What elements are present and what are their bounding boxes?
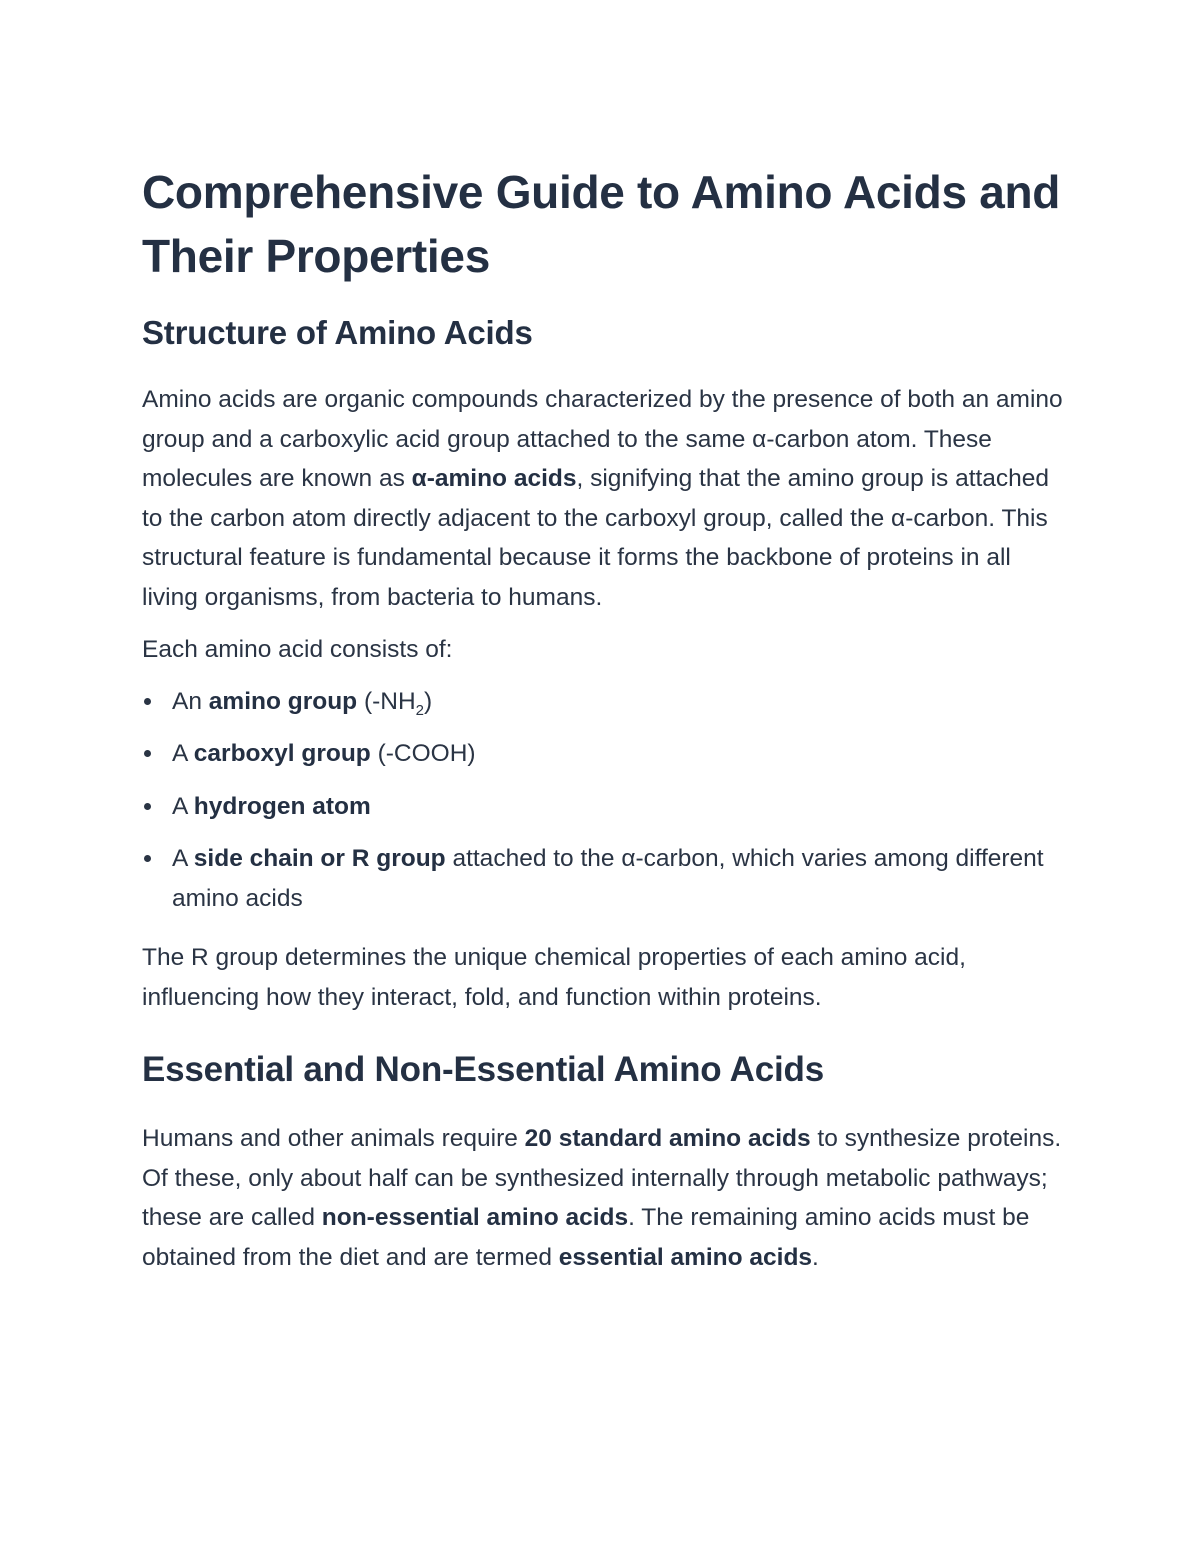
text-run: Humans and other animals require: [142, 1125, 525, 1152]
text-run: (-COOH): [370, 740, 476, 767]
text-run: (-NH: [357, 687, 416, 715]
text-run: A: [172, 845, 194, 872]
bullet-icon: [144, 750, 151, 757]
text-run: attached to the α-carbon, which varies among different amino acids: [172, 845, 1044, 912]
bold-term: side chain or R group: [193, 845, 446, 872]
bold-term: non-essential amino acids: [321, 1204, 629, 1231]
subscript: 2: [415, 701, 424, 719]
list-intro: Each amino acid consists of:: [142, 636, 453, 663]
bold-term: carboxyl group: [193, 740, 371, 767]
component-list: [142, 682, 1067, 919]
text-run: to synthesize proteins. Of these, only about half can be synthesized internally through metabolic pathways; these are called: [142, 1125, 1062, 1231]
bold-term: α-amino acids: [411, 465, 577, 492]
bullet-icon: [144, 698, 151, 705]
list-item: [142, 682, 1067, 722]
list-item: [142, 734, 1067, 774]
bold-term: amino group: [208, 687, 358, 715]
bold-term: 20 standard amino acids: [524, 1125, 811, 1152]
text-run: An: [172, 687, 209, 715]
text-run: A: [172, 740, 194, 767]
bold-term: hydrogen atom: [193, 792, 371, 820]
text-run: . The remaining amino acids must be obtained from the diet and are termed: [142, 1204, 1030, 1271]
section-heading-structure: Structure of Amino Acids: [142, 314, 533, 351]
text-run: .: [812, 1243, 819, 1271]
document-page: [142, 160, 1067, 1277]
text-run: Amino acids are organic compounds characterized by the presence of both an amino group and a carboxylic acid group attached to the same α-carbon atom. These molecules are known as: [142, 386, 1063, 492]
bullet-icon: [144, 855, 151, 862]
document-title: Comprehensive Guide to Amino Acids and Their Properties: [142, 166, 1061, 282]
bullet-icon: [144, 803, 151, 810]
section-heading-essential: Essential and Non-Essential Amino Acids: [142, 1050, 824, 1089]
bold-term: essential amino acids: [558, 1243, 813, 1271]
r-group-paragraph: The R group determines the unique chemical properties of each amino acid, influencing how they interact, fold, and function within proteins.: [142, 944, 966, 1011]
essential-paragraph: [142, 1119, 1067, 1277]
text-run: ): [424, 687, 433, 715]
list-item: [142, 839, 1067, 918]
structure-paragraph: [142, 380, 1067, 617]
text-run: A: [172, 792, 194, 820]
list-item: [142, 787, 1067, 827]
text-run: , signifying that the amino group is attached to the carbon atom directly adjacent to the carboxyl group, called the α-carbon. This structural feature is fundamental because it forms the backbone of proteins in all living organisms, from bacteria to humans.: [142, 465, 1050, 611]
